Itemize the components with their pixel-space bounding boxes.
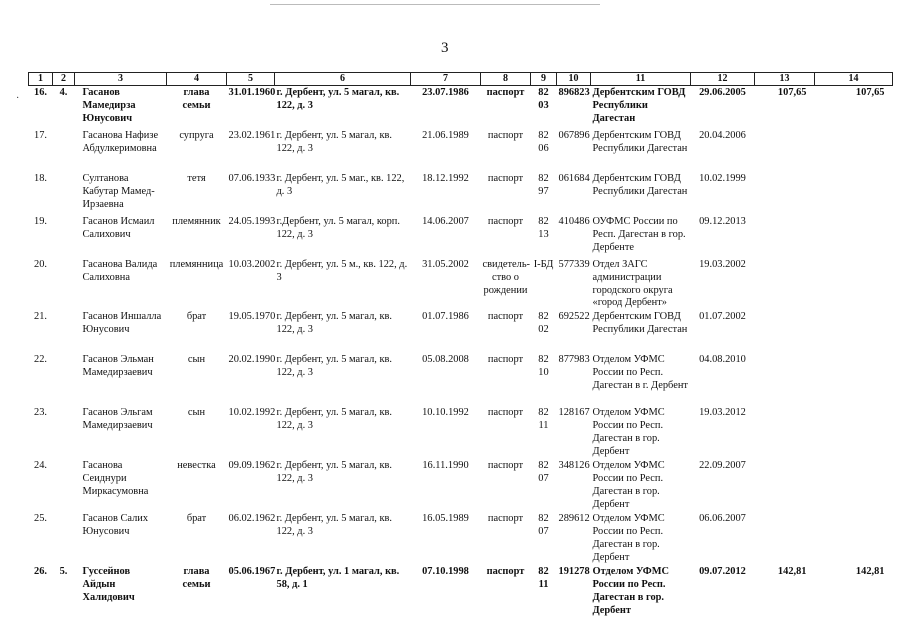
issuing-authority: Дербентским ГОВД Республики Дагестан	[592, 87, 686, 124]
issuing-authority: Отделом УФМС России по Респ. Дагестан в гор. Дербент	[592, 460, 665, 510]
relation: глава семьи	[182, 566, 211, 590]
document-series: 82 07	[538, 460, 549, 484]
column-header: 9	[531, 73, 557, 86]
document-series: 82 11	[538, 566, 549, 590]
person-name: Гасанов Эльман Мамедирзаевич	[82, 354, 154, 378]
column-header: 12	[691, 73, 755, 86]
document-type: свидетель-ство о рождении	[482, 259, 531, 296]
issue-date: 29.06.2005	[699, 87, 746, 98]
issuing-authority: Отделом УФМС России по Респ. Дагестан в гор. Дербент	[592, 566, 670, 616]
area-living	[815, 353, 893, 406]
scan-mark: ·	[16, 93, 20, 104]
table-row	[29, 258, 893, 310]
issuing-authority: Отделом УФМС России по Респ. Дагестан в г. Дербент	[592, 354, 688, 391]
table-header	[29, 73, 893, 86]
issuing-authority: Дербентским ГОВД Республики Дагестан	[592, 311, 688, 335]
registration-date: 21.06.1989	[422, 130, 469, 141]
column-header: 6	[275, 73, 411, 86]
document-number: 067896	[558, 130, 590, 141]
family-number	[53, 353, 75, 406]
table-row	[29, 129, 893, 172]
registration-date: 23.07.1986	[422, 87, 469, 98]
issue-date: 09.12.2013	[699, 216, 746, 227]
row-number: 24.	[34, 460, 47, 472]
person-name: Гасанов Исмаил Салихович	[82, 216, 155, 240]
row-number: 19.	[34, 216, 47, 227]
address: г. Дербент, ул. 5 магал, кв. 122, д. 3	[276, 354, 393, 378]
birth-date: 31.01.1960	[228, 87, 276, 98]
document-number: 348126	[558, 460, 590, 472]
document-number: 692522	[558, 311, 590, 323]
document-series: 82 03	[538, 87, 549, 111]
family-number	[53, 172, 75, 215]
registration-date: 31.05.2002	[422, 259, 469, 270]
document-series: 82 06	[538, 130, 549, 154]
area-living	[815, 512, 893, 565]
area-living	[815, 215, 893, 258]
area-total	[755, 172, 815, 215]
issue-date: 10.02.1999	[699, 173, 746, 184]
area-living	[815, 310, 893, 353]
table-row	[29, 459, 893, 512]
document-type: паспорт	[487, 216, 524, 227]
relation: сын	[187, 354, 206, 366]
address: г. Дербент, ул. 5 магал, кв. 122, д. 3	[276, 460, 393, 484]
column-header: 8	[481, 73, 531, 86]
document-series: 82 13	[538, 216, 549, 240]
relation: сын	[187, 407, 206, 419]
document-type: паспорт	[487, 354, 524, 366]
column-header: 2	[53, 73, 75, 86]
family-number	[53, 310, 75, 353]
area-living: 107,65	[855, 87, 885, 98]
area-living: 142,81	[855, 566, 885, 578]
person-name: Гасанов Иншалла Юнусович	[82, 311, 162, 335]
table-row	[29, 406, 893, 459]
column-header: 11	[591, 73, 691, 86]
issue-date: 19.03.2002	[699, 259, 746, 270]
issuing-authority: ОУФМС России по Респ. Дагестан в гор. Дербенте	[592, 216, 686, 253]
area-living	[815, 459, 893, 512]
registration-date: 10.10.1992	[422, 407, 469, 419]
issuing-authority: Дербентским ГОВД Республики Дагестан	[592, 130, 688, 154]
relation: тетя	[187, 173, 206, 184]
row-number: 22.	[34, 354, 47, 366]
register-table-container	[28, 72, 892, 617]
person-name: Гасанов Салих Юнусович	[82, 513, 149, 537]
document-type: паспорт	[487, 130, 524, 141]
relation: племянница	[169, 259, 224, 270]
document-number: 577339	[558, 259, 590, 270]
document-type: паспорт	[486, 87, 525, 98]
issue-date: 20.04.2006	[699, 130, 746, 141]
relation: невестка	[177, 460, 216, 472]
family-number	[53, 215, 75, 258]
column-header: 4	[167, 73, 227, 86]
area-total: 107,65	[777, 87, 807, 98]
family-number	[53, 459, 75, 512]
column-header: 7	[411, 73, 481, 86]
person-name: Султанова Кабутар Мамед-Ирзаевна	[82, 173, 155, 210]
person-name: Гасанова Валида Салиховна	[82, 259, 158, 283]
area-total	[755, 353, 815, 406]
registration-date: 14.06.2007	[422, 216, 469, 227]
area-total	[755, 406, 815, 459]
table-row	[29, 565, 893, 617]
area-living	[815, 258, 893, 310]
person-name: Гасанов Эльгам Мамедирзаевич	[82, 407, 153, 431]
table-body	[29, 86, 893, 618]
document-number: 877983	[558, 354, 590, 366]
table-row	[29, 310, 893, 353]
address: г. Дербент, ул. 5 магал, кв. 122, д. 3	[276, 311, 393, 335]
issuing-authority: Дербентским ГОВД Республики Дагестан	[592, 173, 688, 197]
birth-date: 09.09.1962	[228, 460, 276, 472]
relation: супруга	[179, 130, 214, 141]
column-header: 1	[29, 73, 53, 86]
column-header: 5	[227, 73, 275, 86]
document-series: 82 07	[538, 513, 549, 537]
relation: племянник	[172, 216, 221, 227]
family-number	[53, 258, 75, 310]
document-type: паспорт	[487, 513, 524, 525]
area-total	[755, 258, 815, 310]
family-number	[53, 129, 75, 172]
address: г. Дербент, ул. 5 магал, кв. 122, д. 3	[276, 130, 393, 154]
birth-date: 06.02.1962	[228, 513, 276, 525]
issuing-authority: Отделом УФМС России по Респ. Дагестан в гор. Дербент	[592, 513, 665, 563]
document-number: 191278	[558, 566, 590, 578]
family-number: 4.	[59, 87, 68, 98]
header-row	[29, 73, 893, 86]
issuing-authority: Отделом УФМС России по Респ. Дагестан в гор. Дербент	[592, 407, 665, 457]
address: г. Дербент, ул. 5 м., кв. 122, д. 3	[276, 259, 408, 283]
issue-date: 22.09.2007	[699, 460, 746, 472]
document-number: 061684	[558, 173, 590, 184]
address: г. Дербент, ул. 5 магал, кв. 122, д. 3	[276, 87, 400, 111]
register-table	[28, 72, 893, 617]
row-number: 21.	[34, 311, 47, 323]
registration-date: 16.05.1989	[422, 513, 469, 525]
document-series: 82 10	[538, 354, 549, 378]
row-number: 16.	[34, 87, 47, 98]
relation: брат	[186, 513, 207, 525]
person-name: Гуссейнов Айдын Халидович	[82, 566, 135, 603]
address: г. Дербент, ул. 5 магал, кв. 122, д. 3	[276, 407, 393, 431]
family-number	[53, 512, 75, 565]
document-series: 82 02	[538, 311, 549, 335]
area-total	[755, 459, 815, 512]
area-total: 142,81	[777, 566, 807, 578]
document-type: паспорт	[486, 566, 525, 578]
document-number: 410486	[558, 216, 590, 227]
birth-date: 07.06.1933	[228, 173, 276, 184]
birth-date: 23.02.1961	[228, 130, 276, 141]
document-type: паспорт	[487, 173, 524, 184]
column-header: 13	[755, 73, 815, 86]
area-total	[755, 129, 815, 172]
row-number: 26.	[34, 566, 47, 578]
document-type: паспорт	[487, 460, 524, 472]
registration-date: 07.10.1998	[422, 566, 469, 578]
area-living	[815, 172, 893, 215]
area-living	[815, 129, 893, 172]
area-living	[815, 406, 893, 459]
birth-date: 24.05.1993	[228, 216, 276, 227]
registration-date: 16.11.1990	[422, 460, 469, 472]
document-number: 289612	[558, 513, 590, 525]
table-row	[29, 215, 893, 258]
issue-date: 19.03.2012	[699, 407, 746, 419]
document-type: паспорт	[487, 407, 524, 419]
row-number: 17.	[34, 130, 47, 141]
document-series: I-БД	[533, 259, 554, 270]
birth-date: 10.02.1992	[228, 407, 276, 419]
issue-date: 06.06.2007	[699, 513, 746, 525]
person-name: Гасанова Сеиднури Миркасумовна	[82, 460, 149, 497]
document-series: 82 11	[538, 407, 549, 431]
row-number: 18.	[34, 173, 47, 184]
column-header: 10	[557, 73, 591, 86]
issue-date: 01.07.2002	[699, 311, 746, 323]
family-number: 5.	[59, 566, 68, 578]
document-number: 896823	[558, 87, 590, 98]
table-row	[29, 353, 893, 406]
relation: брат	[186, 311, 207, 323]
address: г.Дербент, ул. 5 магал, корп. 122, д. 3	[276, 216, 400, 240]
table-row	[29, 172, 893, 215]
issuing-authority: Отдел ЗАГС администрации городского округа «город Дербент»	[592, 259, 673, 309]
column-header: 14	[815, 73, 893, 86]
address: г. Дербент, ул. 1 магал, кв. 58, д. 1	[276, 566, 400, 590]
family-number	[53, 406, 75, 459]
area-total	[755, 215, 815, 258]
issue-date: 09.07.2012	[699, 566, 746, 578]
birth-date: 05.06.1967	[228, 566, 276, 578]
address: г. Дербент, ул. 5 маг., кв. 122, д. 3	[276, 173, 405, 197]
registration-date: 05.08.2008	[422, 354, 469, 366]
person-name: Гасанова Нафизе Абдулкеримовна	[82, 130, 159, 154]
person-name: Гасанов Мамедирза Юнусович	[82, 87, 136, 124]
table-row	[29, 86, 893, 130]
table-row	[29, 512, 893, 565]
scan-artifact-line	[270, 4, 600, 5]
page-number: 3	[441, 40, 449, 56]
birth-date: 19.05.1970	[228, 311, 276, 323]
birth-date: 10.03.2002	[228, 259, 276, 270]
row-number: 25.	[34, 513, 47, 525]
row-number: 20.	[34, 259, 47, 270]
address: г. Дербент, ул. 5 магал, кв. 122, д. 3	[276, 513, 393, 537]
birth-date: 20.02.1990	[228, 354, 276, 366]
document-type: паспорт	[487, 311, 524, 323]
document-number: 128167	[558, 407, 590, 419]
relation: глава семьи	[182, 87, 211, 111]
document-series: 82 97	[538, 173, 549, 197]
area-total	[755, 310, 815, 353]
issue-date: 04.08.2010	[699, 354, 746, 366]
column-header: 3	[75, 73, 167, 86]
registration-date: 01.07.1986	[422, 311, 469, 323]
area-total	[755, 512, 815, 565]
registration-date: 18.12.1992	[422, 173, 469, 184]
row-number: 23.	[34, 407, 47, 419]
